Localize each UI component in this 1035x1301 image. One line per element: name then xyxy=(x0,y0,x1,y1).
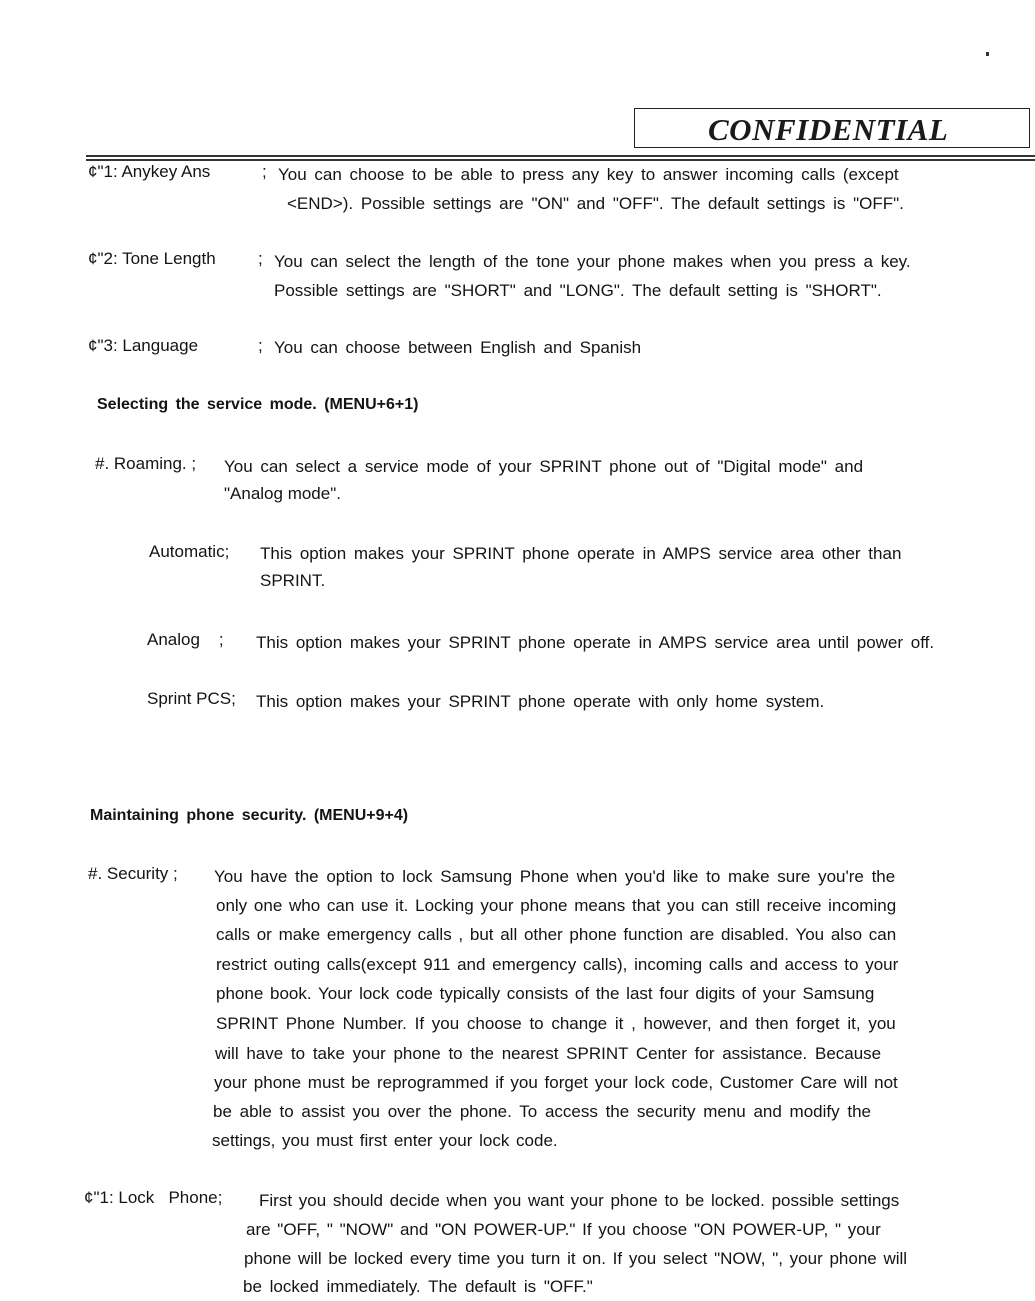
scan-speck xyxy=(986,52,989,56)
security-desc-line9: be able to assist you over the phone. To access the security menu and modify the xyxy=(213,1102,871,1121)
option-analog-label: Analog ; xyxy=(147,630,224,649)
security-desc-line2: only one who can use it. Locking your phone means that you can still receive incoming xyxy=(216,896,897,915)
setting-language-separator: ; xyxy=(258,336,263,355)
roaming-desc-line2: "Analog mode". xyxy=(224,484,341,503)
option-sprint-pcs-desc: This option makes your SPRINT phone operate with only home system. xyxy=(256,692,825,711)
setting-language-label: ¢"3: Language xyxy=(88,336,199,355)
lock-phone-desc-line4: be locked immediately. The default is "OFF." xyxy=(243,1277,593,1296)
lock-phone-desc-line3: phone will be locked every time you turn it on. If you select "NOW, ", your phone will xyxy=(244,1249,908,1268)
security-heading: Maintaining phone security. (MENU+9+4) xyxy=(90,807,409,824)
security-desc-line6: SPRINT Phone Number. If you choose to change it , however, and then forget it, you xyxy=(216,1014,896,1033)
lock-phone-desc-line2: are "OFF, " "NOW" and "ON POWER-UP." If you choose "ON POWER-UP, " your xyxy=(246,1220,881,1239)
setting-tone-length-desc-line1: You can select the length of the tone your phone makes when you press a key. xyxy=(274,252,911,271)
option-analog-desc: This option makes your SPRINT phone operate in AMPS service area until power off. xyxy=(256,633,935,652)
service-mode-heading: Selecting the service mode. (MENU+6+1) xyxy=(97,396,419,413)
option-automatic-label: Automatic; xyxy=(149,542,230,561)
security-desc-line7: will have to take your phone to the nearest SPRINT Center for assistance. Because xyxy=(215,1044,882,1063)
setting-language-desc: You can choose between English and Spanish xyxy=(274,338,642,357)
lock-phone-desc-line1: First you should decide when you want your phone to be locked. possible settings xyxy=(259,1191,900,1210)
confidential-stamp-text: CONFIDENTIAL xyxy=(708,112,949,147)
security-label: #. Security ; xyxy=(88,864,178,883)
security-desc-line5: phone book. Your lock code typically consists of the last four digits of your Samsung xyxy=(216,984,875,1003)
setting-anykey-desc-line2: <END>). Possible settings are "ON" and "OFF". The default settings is "OFF". xyxy=(287,194,904,213)
setting-anykey-label: ¢"1: Anykey Ans xyxy=(88,162,211,181)
setting-anykey-desc-line1: You can choose to be able to press any key to answer incoming calls (except xyxy=(278,165,899,184)
security-desc-line4: restrict outing calls(except 911 and emergency calls), incoming calls and access to your xyxy=(216,955,899,974)
security-desc-line3: calls or make emergency calls , but all other phone function are disabled. You also can xyxy=(216,925,897,944)
setting-anykey-separator: ; xyxy=(262,162,267,181)
setting-tone-length-desc-line2: Possible settings are "SHORT" and "LONG". The default setting is "SHORT". xyxy=(274,281,882,300)
header-rule-top xyxy=(86,155,1035,157)
security-desc-line8: your phone must be reprogrammed if you forget your lock code, Customer Care will not xyxy=(214,1073,898,1092)
setting-tone-length-separator: ; xyxy=(258,249,263,268)
lock-phone-label: ¢"1: Lock Phone; xyxy=(84,1188,223,1207)
security-desc-line10: settings, you must first enter your lock code. xyxy=(212,1131,558,1150)
security-desc-line1: You have the option to lock Samsung Phone when you'd like to make sure you're the xyxy=(214,867,896,886)
roaming-label: #. Roaming. ; xyxy=(95,454,197,473)
option-automatic-desc-line1: This option makes your SPRINT phone operate in AMPS service area other than xyxy=(260,544,902,563)
roaming-desc-line1: You can select a service mode of your SPRINT phone out of "Digital mode" and xyxy=(224,457,864,476)
option-automatic-desc-line2: SPRINT. xyxy=(260,571,326,590)
setting-tone-length-label: ¢"2: Tone Length xyxy=(88,249,216,268)
option-sprint-pcs-label: Sprint PCS; xyxy=(147,689,236,708)
